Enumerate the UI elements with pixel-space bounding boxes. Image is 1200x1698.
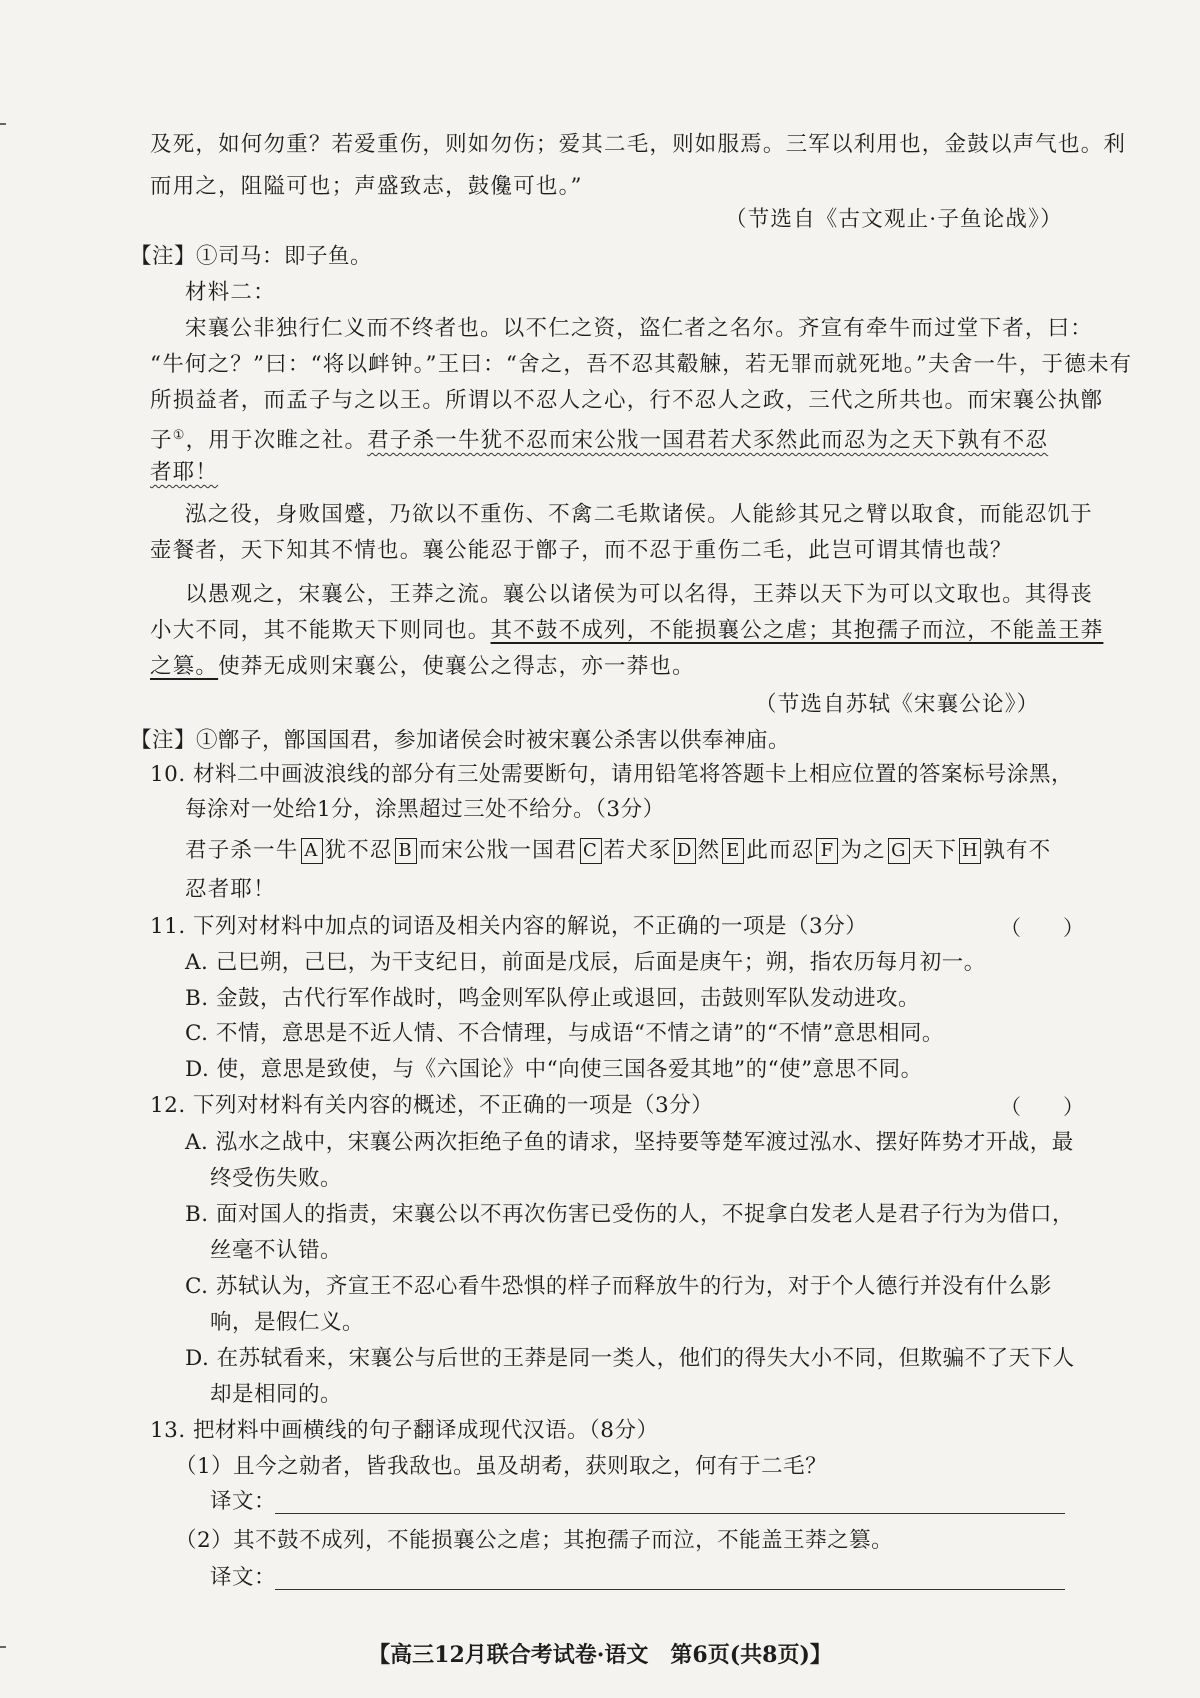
passage-line: 泓之役，身败国蹙，乃欲以不重伤、不禽二毛欺诸侯。人能紾其兄之臂以取食，而能忍饥于 [185, 502, 1094, 527]
underlined-sentence: 其不鼓不成列，不能损襄公之虐；其抱孺子而泣，不能盖王莽 [490, 618, 1104, 643]
passage-line: 壶餐者，天下知其不情也。襄公能忍于鄫子，而不忍于重伤二毛，此岂可谓其情也哉？ [150, 538, 1013, 563]
annotation-note: 【注】①鄫子，鄫国国君，参加诸侯会时被宋襄公杀害以供奉神庙。 [130, 728, 791, 753]
option-c: C. 苏轼认为，齐宣王不忍心看牛恐惧的样子而释放牛的行为，对于个人德行并没有什么影 [185, 1274, 1052, 1299]
passage-line [150, 458, 218, 488]
option-box-a[interactable]: A [301, 838, 323, 864]
translation-label: 译文： [210, 1565, 277, 1590]
option-d-cont: 却是相同的。 [210, 1382, 343, 1407]
sentence-break-options-tail: 忍者耶！ [185, 877, 276, 902]
annotation-note: 【注】①司马：即子鱼。 [130, 244, 373, 269]
option-box-d[interactable]: D [674, 838, 696, 864]
passage-line: 而用之，阻隘可也；声盛致志，鼓儳可也。” [150, 174, 583, 199]
question-10-stem: 每涂对一处给1分，涂黑超过三处不给分。（3分） [185, 797, 665, 822]
passage-line: 小大不同，其不能欺天下则同也。其不鼓不成列，不能损襄公之虐；其抱孺子而泣，不能盖王莽 [150, 618, 1104, 643]
option-box-f[interactable]: F [816, 838, 838, 864]
sentence-break-options: 君子杀一牛 A 犹不忍 B 而宋公戕一国君 C 若犬豕 D 然 E 此而忍 F 为之 G 天下 H 孰有不 [185, 838, 1052, 863]
answer-paren[interactable]: （ ） [1000, 916, 1084, 940]
wavy-underlined-sentence: 君子杀一牛犹不忍而宋公戕一国君若犬豕然此而忍为之天下孰有不忍 [367, 428, 1049, 454]
translation-label: 译文： [210, 1489, 277, 1514]
option-d: D. 使，意思是致使，与《六国论》中“向使三国各爱其地”的“使”意思不同。 [185, 1057, 923, 1082]
passage-line: 子①，用于次睢之社。君子杀一牛犹不忍而宋公戕一国君若犬豕然此而忍为之天下孰有不忍 [150, 428, 1049, 454]
translation-answer-line[interactable] [275, 1513, 1065, 1514]
translate-sentence-1: （1）且今之勍者，皆我敌也。虽及胡耇，获则取之，何有于二毛？ [175, 1454, 828, 1479]
option-b-cont: 丝毫不认错。 [210, 1238, 343, 1263]
question-11-stem: 11. 下列对材料中加点的词语及相关内容的解说，不正确的一项是（3分） [150, 914, 868, 939]
option-box-h[interactable]: H [959, 838, 981, 864]
option-a-cont: 终受伤失败。 [210, 1166, 343, 1191]
passage-line: 以愚观之，宋襄公，王莽之流。襄公以诸侯为可以名得，王莽以天下为可以文取也。其得丧 [185, 582, 1094, 607]
option-a: A. 己巳朔，己巳，为干支纪日，前面是戊辰，后面是庚午；朔，指农历每月初一。 [185, 950, 986, 975]
passage-line: 宋襄公非独行仁义而不终者也。以不仁之资，盗仁者之名尔。齐宣有牵牛而过堂下者，曰： [185, 316, 1094, 341]
passage-line: 之篡。使莽无成则宋襄公，使襄公之得志，亦一莽也。 [150, 654, 695, 679]
passage-line: “牛何之？”曰：“将以衅钟。”王曰：“舍之，吾不忍其觳觫，若无罪而就死地。”夫舍一牛，于德未有 [150, 352, 1133, 377]
option-a: A. 泓水之战中，宋襄公两次拒绝子鱼的请求，坚持要等楚军渡过泓水、摆好阵势才开战，最 [185, 1130, 1074, 1155]
passage-line: 及死，如何勿重？若爱重伤，则如勿伤；爱其二毛，则如服焉。三军以利用也，金鼓以声气也。利 [150, 132, 1127, 157]
page-footer: 【高三12月联合考试卷·语文 第6页(共8页)】 [368, 1642, 832, 1668]
option-b: B. 面对国人的指责，宋襄公以不再次伤害已受伤的人，不捉拿白发老人是君子行为为借口， [185, 1202, 1074, 1227]
translation-answer-line[interactable] [275, 1589, 1065, 1590]
question-12-stem: 12. 下列对材料有关内容的概述，不正确的一项是（3分） [150, 1093, 714, 1118]
passage-line: 所损益者，而孟子与之以王。所谓以不忍人之心，行不忍人之政，三代之所共也。而宋襄公执鄫 [150, 388, 1104, 413]
answer-paren[interactable]: （ ） [1000, 1095, 1084, 1119]
option-b: B. 金鼓，古代行军作战时，鸣金则军队停止或退回，击鼓则军队发动进攻。 [185, 986, 920, 1011]
source-citation: （节选自苏轼《宋襄公论》） [755, 692, 1040, 717]
option-d: D. 在苏轼看来，宋襄公与后世的王莽是同一类人，他们的得失大小不同，但欺骗不了天下人 [185, 1346, 1075, 1371]
option-box-e[interactable]: E [722, 838, 744, 864]
wavy-underlined-sentence: 者耶！ [150, 460, 219, 485]
underlined-sentence: 之篡。 [150, 654, 219, 679]
option-box-c[interactable]: C [580, 838, 602, 864]
option-c-cont: 响，是假仁义。 [210, 1310, 365, 1335]
translate-sentence-2: （2）其不鼓不成列，不能损襄公之虐；其抱孺子而泣，不能盖王莽之篡。 [175, 1528, 894, 1553]
option-box-g[interactable]: G [888, 838, 910, 864]
option-c: C. 不情，意思是不近人情、不合情理，与成语“不情之请”的“不情”意思相同。 [185, 1021, 944, 1046]
scan-edge-mark [0, 123, 6, 125]
question-10-stem: 10. 材料二中画波浪线的部分有三处需要断句，请用铅笔将答题卡上相应位置的答案标号涂黑， [150, 762, 1074, 787]
material-heading: 材料二： [185, 280, 276, 305]
source-citation: （节选自《古文观止·子鱼论战》） [725, 207, 1063, 232]
question-13-stem: 13. 把材料中画横线的句子翻译成现代汉语。（8分） [150, 1418, 659, 1443]
option-box-b[interactable]: B [395, 838, 417, 864]
